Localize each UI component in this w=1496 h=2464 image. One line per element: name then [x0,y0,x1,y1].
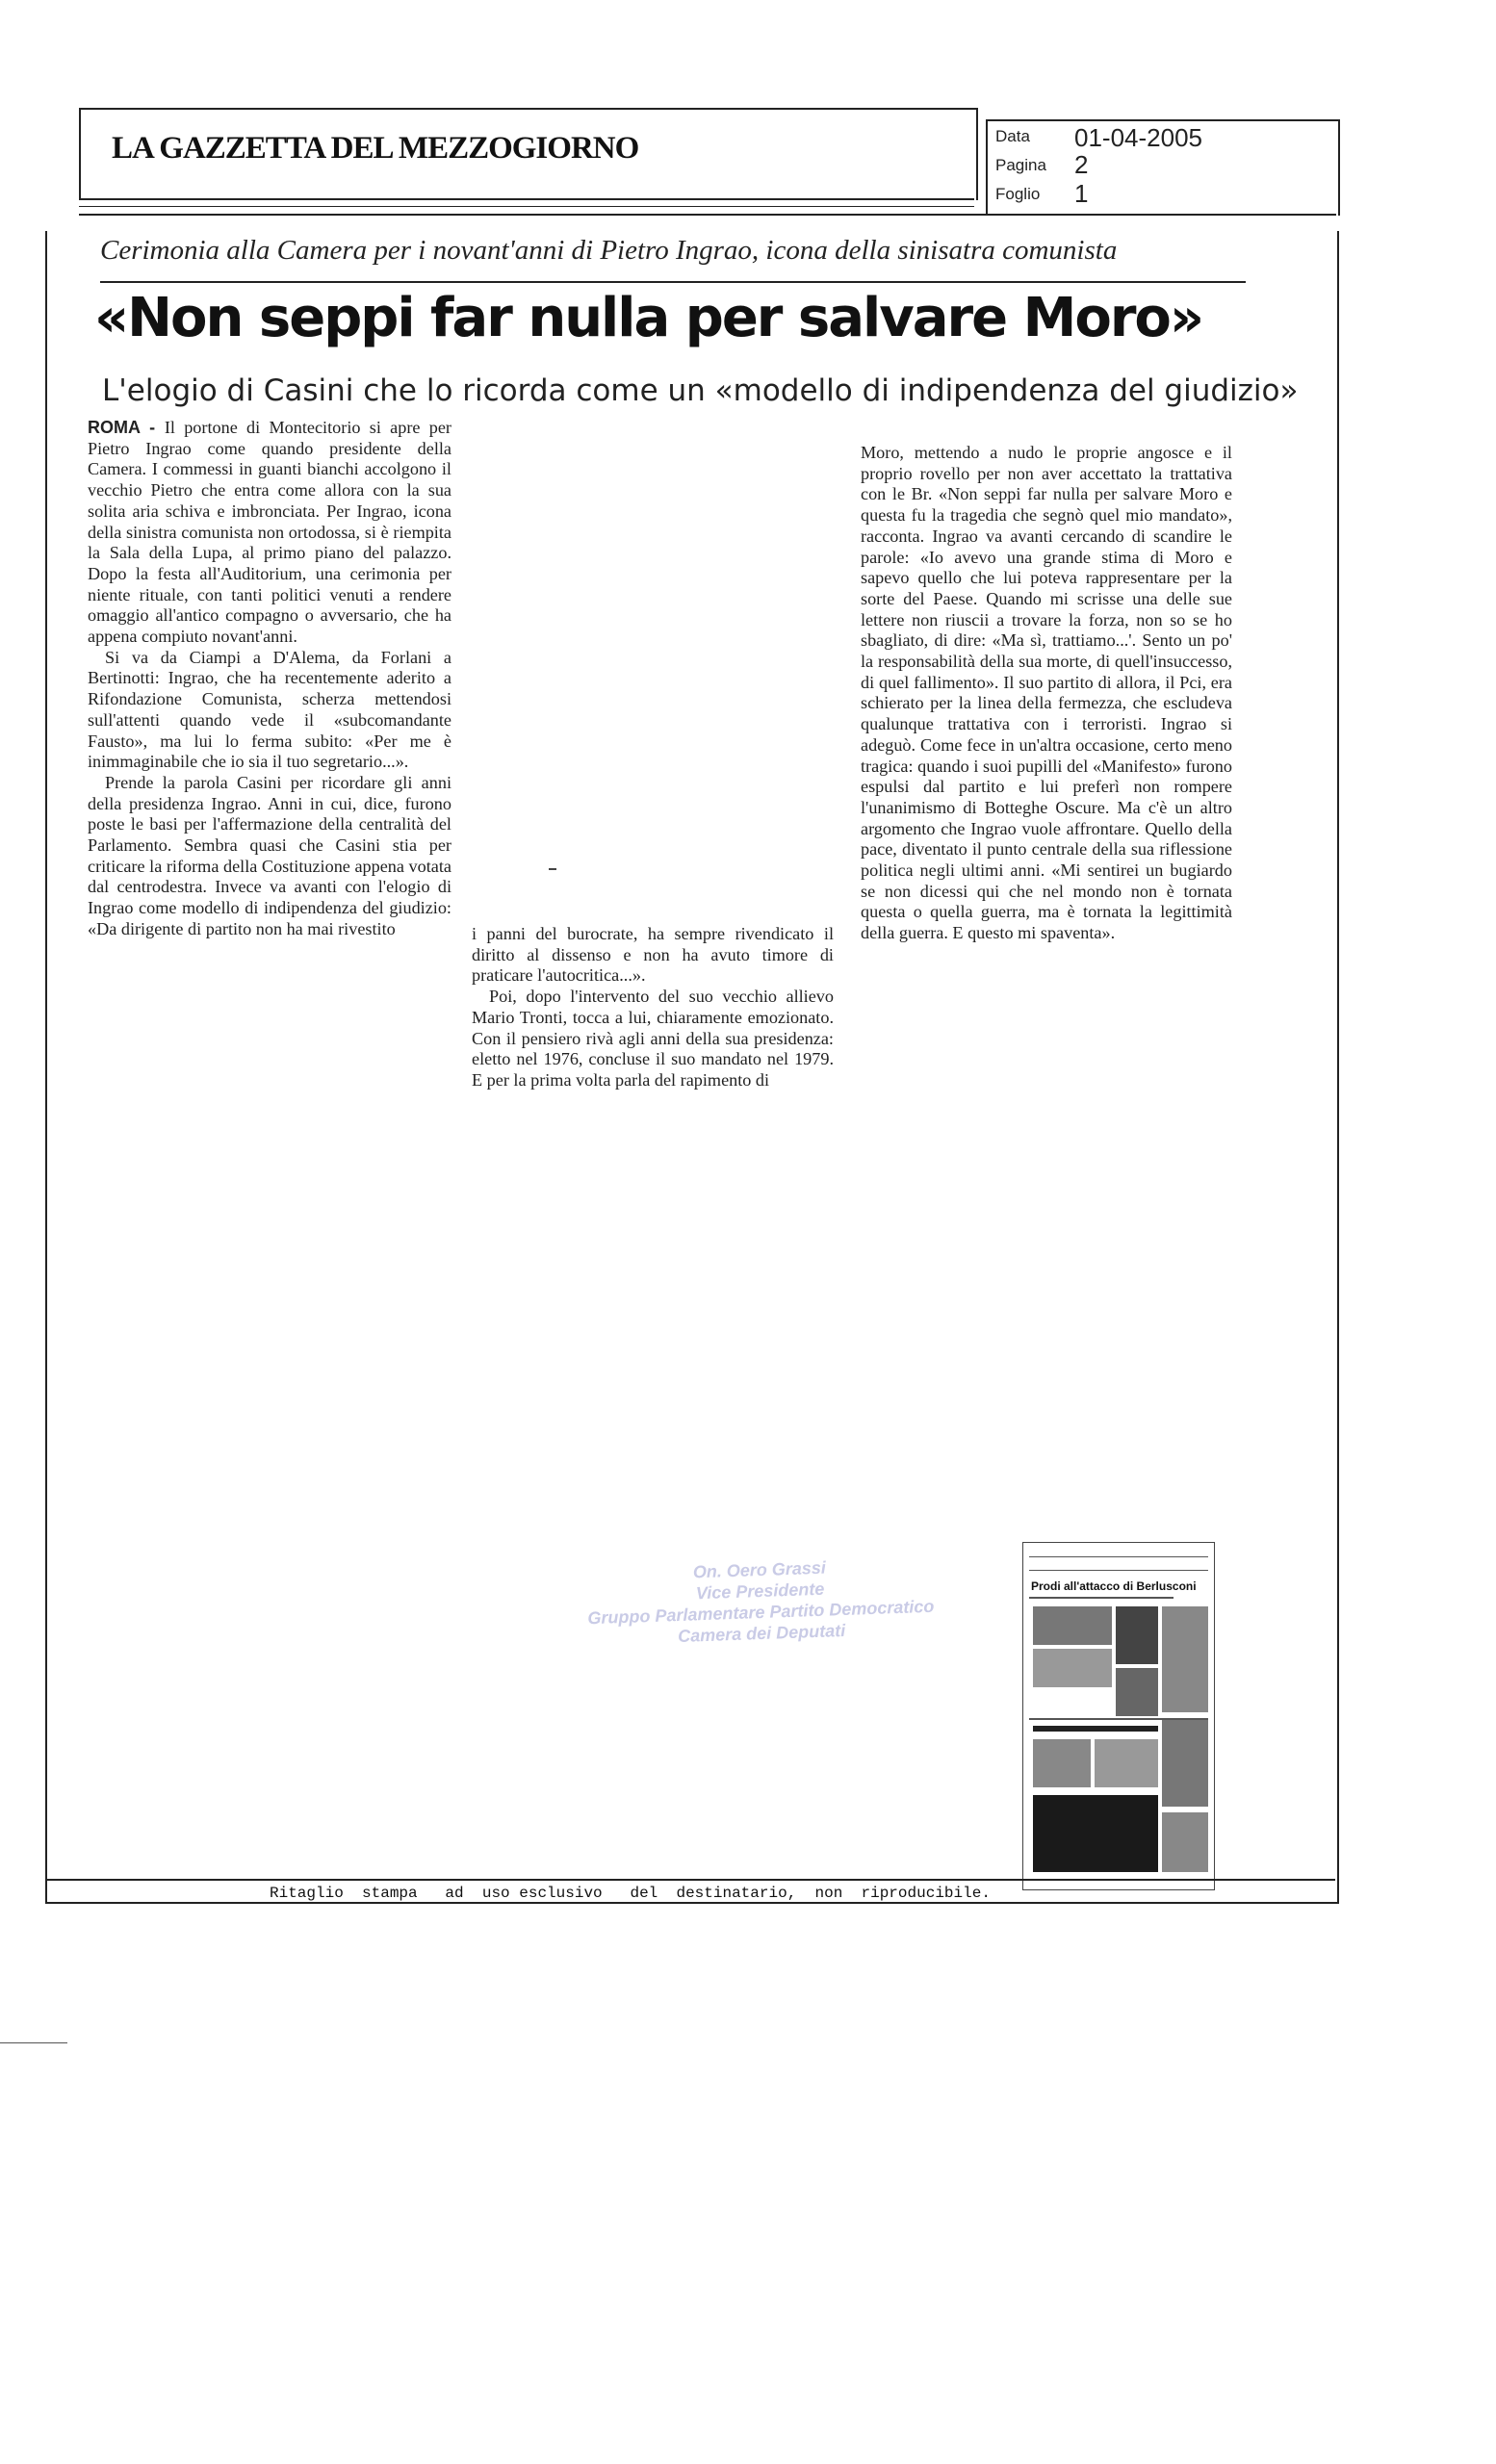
byline: ROMA - [88,418,165,437]
sheet-value: 1 [1074,179,1089,208]
paragraph: Moro, mettendo a nudo le proprie angosce e il proprio rovello per non aver accettato la trattativa con le Br. «Non seppi far nulla per salvare Moro e questa fu la tragedia che segnò quel mio mandato», racconta. Ingrao va avanti cercando di scandire le parole: «Io avevo una grande stima di Moro e sapevo quello che lui poteva rappresentare per la sorte del Paese. Quando mi scrisse una delle sue lettere non riuscii a trovare la forza, non so se ho sbagliato, di dire: «Ma sì, trattiamo...'. Sento un po' la responsabilità della sua morte, di quell'insuccesso, di quel fallimento». Il suo partito di allora, il Pci, era schierato per la linea della fermezza, che escludeva qualunque trattativa con i terroristi. Ingrao si adeguò. Come fece in un'altra occasione, certo meno tragica: quando i suoi pupilli del «Manifesto» furono espulsi dal partito e lui preferì non rompere l'unanimismo di Botteghe Oscure. Ma c'è un altro argomento che Ingrao vuole affrontare. Quello della pace, diventato il punto centrale della sua riflessione politica negli ultimi anni. «Mi sentirei un bugiardo se non dicessi qui che nel mondo non è tornata questa o quella guerra, ma è tornata la legittimità della guerra. E questo mi spaventa». [861,443,1232,943]
date-label: Data [995,127,1030,145]
paragraph: Poi, dopo l'intervento del suo vecchio allievo Mario Tronti, tocca a lui, chiaramente emozionato. Con il pensiero rivà agli anni della sua presidenza: eletto nel 1976, concluse il suo mandato nel 1979. E per la prima volta parla del rapimento di [472,987,834,1090]
page-value: 2 [1074,150,1089,179]
stamp-line: Camera dei Deputati [677,1620,846,1647]
scan-edge-line [0,2042,67,2043]
footer-notice: Ritaglio stampa ad uso esclusivo del destinatario, non riproducibile. [270,1885,991,1902]
paragraph: i panni del burocrate, ha sempre rivendicato il diritto al dissenso e non ha avuto timore di praticare l'autocritica...». [472,924,834,986]
masthead-rule [79,198,974,200]
paragraph: Prende la parola Casini per ricordare gli anni della presidenza Ingrao. Anni in cui, dice, furono poste le basi per l'affermazione della centralità del Parlamento. Sembra quasi che Casini stia per criticare la riforma della Costituzione appena votata dal centrodestra. Invece va avanti con l'elogio di Ingrao come modello di indipendenza del giudizio: «Da dirigente di partito non ha mai rivestito [88,772,451,938]
official-stamp [519,1551,1003,1652]
date-box [986,119,1340,216]
stamp-line: Vice Presidente [695,1578,825,1604]
article-column-2 [472,924,834,1091]
front-page-thumbnail [1022,1542,1215,1890]
paragraph: Si va da Ciampi a D'Alema, da Forlani a Bertinotti: Ingrao, che ha recentemente aderito a Rifondazione Comunista, scherza mettendosi sull'attenti quando vede il «subcomandante Fausto», ma lui lo ferma subito: «Per me è inimmaginabile che io sia il tuo segretario...». [88,647,451,772]
thumbnail-headline: Prodi all'attacco di Berlusconi [1031,1579,1197,1593]
masthead-rule [79,206,974,207]
paragraph [88,418,451,648]
stamp-line: Gruppo Parlamentare Partito Democratico [587,1596,935,1629]
newspaper-masthead: LA GAZZETTA DEL MEZZOGIORNO [112,131,639,166]
article-subhead: L'elogio di Casini che lo ricorda come un «modello di indipendenza del giudizio» [102,373,1299,408]
article-kicker: Cerimonia alla Camera per i novant'anni di Pietro Ingrao, icona della sinisatra comunista [100,235,1118,266]
stamp-line: On. Oero Grassi [692,1557,827,1582]
article-column-3 [861,443,1232,944]
kicker-rule [100,281,1246,283]
sheet-label: Foglio [995,185,1041,203]
ink-mark [549,868,556,870]
footer-rule [45,1879,1335,1881]
article-column-1 [88,418,451,940]
page-label: Pagina [995,156,1046,174]
article-headline: «Non seppi far nulla per salvare Moro» [94,287,1203,349]
date-value: 01-04-2005 [1074,123,1202,152]
paragraph-text: Il portone di Montecitorio si apre per Pietro Ingrao come quando presidente della Camera. I commessi in guanti bianchi accolgono il vecchio Pietro che entra come allora con la sua solita aria schiva e imbronciata. Per Ingrao, icona della sinistra comunista non ortodossa, si è riempita la Sala della Lupa, al primo piano del palazzo. Dopo la festa all'Auditorium, una cerimonia per niente rituale, con tanti politici venuti a rendere omaggio all'antico compagno o avversario, che ha appena compiuto novant'anni. [88,418,451,647]
